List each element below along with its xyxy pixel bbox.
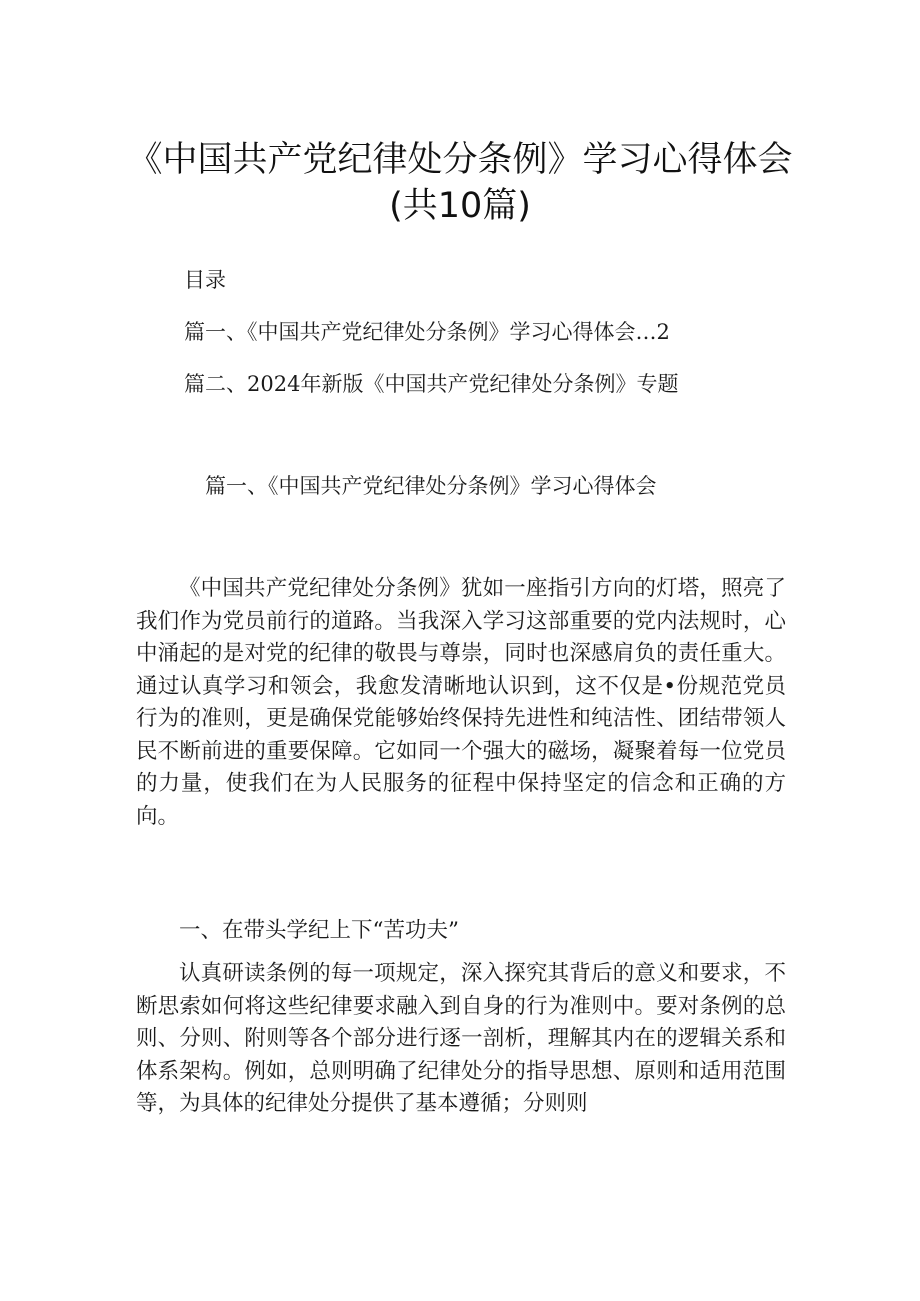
body-paragraph: 认真研读条例的每一项规定，深入探究其背后的意义和要求，不断思索如何将这些纪律要求融入到自身的行为准则中。要对条例的总则、分则、附则等各个部分进行逐一剖析，理解其内在的逻辑关系和体系架构。例如，总则明确了纪律处分的指导思想、原则和适用范围等，为具体的纪律处分提供了基本遵循；分则则 <box>136 961 786 1116</box>
body-paragraph: 《中国共产党纪律处分条例》犹如一座指引方向的灯塔，照亮了我们作为党员前行的道路。当我深入学习这部重要的党内法规时，心中涌起的是对党的纪律的敬畏与尊崇，同时也深感肩负的责任重大。通过认真学习和领会，我愈发清晰地认识到，这不仅是•份规范党员行为的准则，更是确保党能够始终保持先进性和纯洁性、团结带领人民不断前进的重要保障。它如同一个强大的磁场，凝聚着每一位党员的力量，使我们在为人民服务的征程中保持坚定的信念和正确的方向。 <box>136 576 786 829</box>
toc-item[interactable]: 篇一、《中国共产党纪律处分条例》学习心得体会…2 <box>184 320 670 344</box>
document-title: 《中国共产党纪律处分条例》学习心得体会 <box>127 140 793 180</box>
toc-item[interactable]: 篇二、2024年新版《中国共产党纪律处分条例》专题 <box>184 372 679 396</box>
document-subtitle: (共10篇) <box>389 186 531 226</box>
section-subheading: 一、在带头学纪上下“苦功夫” <box>179 918 459 943</box>
toc-heading: 目录 <box>184 268 226 292</box>
section-heading: 篇一、《中国共产党纪律处分条例》学习心得体会 <box>205 474 657 498</box>
